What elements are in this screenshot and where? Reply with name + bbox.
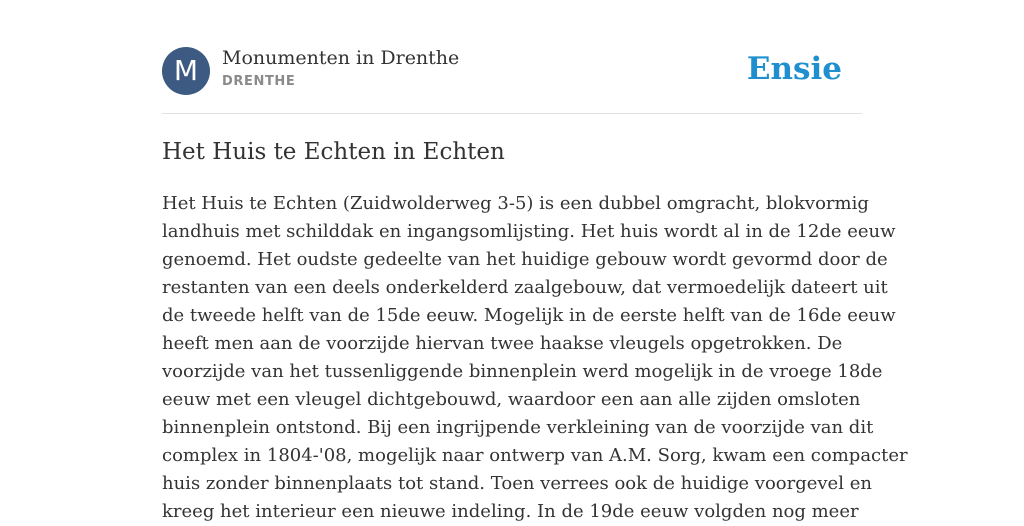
article-line: complex in 1804-'08, mogelijk naar ontwerp van A.M. Sorg, kwam een compacter — [162, 445, 908, 466]
article-card — [162, 0, 908, 522]
source-avatar[interactable]: M — [162, 47, 210, 95]
article-line: huis zonder binnenplaats tot stand. Toen verrees ook de huidige voorgevel en — [162, 473, 872, 494]
article-line: Het Huis te Echten (Zuidwolderweg 3-5) is een dubbel omgracht, blokvormig — [162, 193, 869, 214]
source-name-link[interactable]: Monumenten in Drenthe — [222, 47, 460, 69]
source-region-label: DRENTHE — [222, 74, 296, 89]
article-line: restanten van een deels onderkelderd zaalgebouw, dat vermoedelijk dateert uit — [162, 277, 888, 298]
article-line: genoemd. Het oudste gedeelte van het huidige gebouw wordt gevormd door de — [162, 249, 888, 270]
article-line: kreeg het interieur een nieuwe indeling. In de 19de eeuw volgden nog meer — [162, 501, 859, 522]
ensie-logo[interactable]: Ensie — [746, 51, 842, 87]
source-header — [162, 0, 862, 114]
article-body — [162, 190, 908, 526]
article-line: heeft men aan de voorzijde hiervan twee haakse vleugels opgetrokken. De — [162, 333, 843, 354]
article-line: landhuis met schilddak en ingangsomlijsting. Het huis wordt al in de 12de eeuw — [162, 221, 896, 242]
article-line: eeuw met een vleugel dichtgebouwd, waardoor een aan alle zijden omsloten — [162, 389, 861, 410]
article-title: Het Huis te Echten in Echten — [162, 139, 505, 165]
article-line: de tweede helft van de 15de eeuw. Mogelijk in de eerste helft van de 16de eeuw — [162, 305, 896, 326]
article-line: binnenplein ontstond. Bij een ingrijpende verkleining van de voorzijde van dit — [162, 417, 874, 438]
article-line: voorzijde van het tussenliggende binnenplein werd mogelijk in de vroege 18de — [162, 361, 883, 382]
